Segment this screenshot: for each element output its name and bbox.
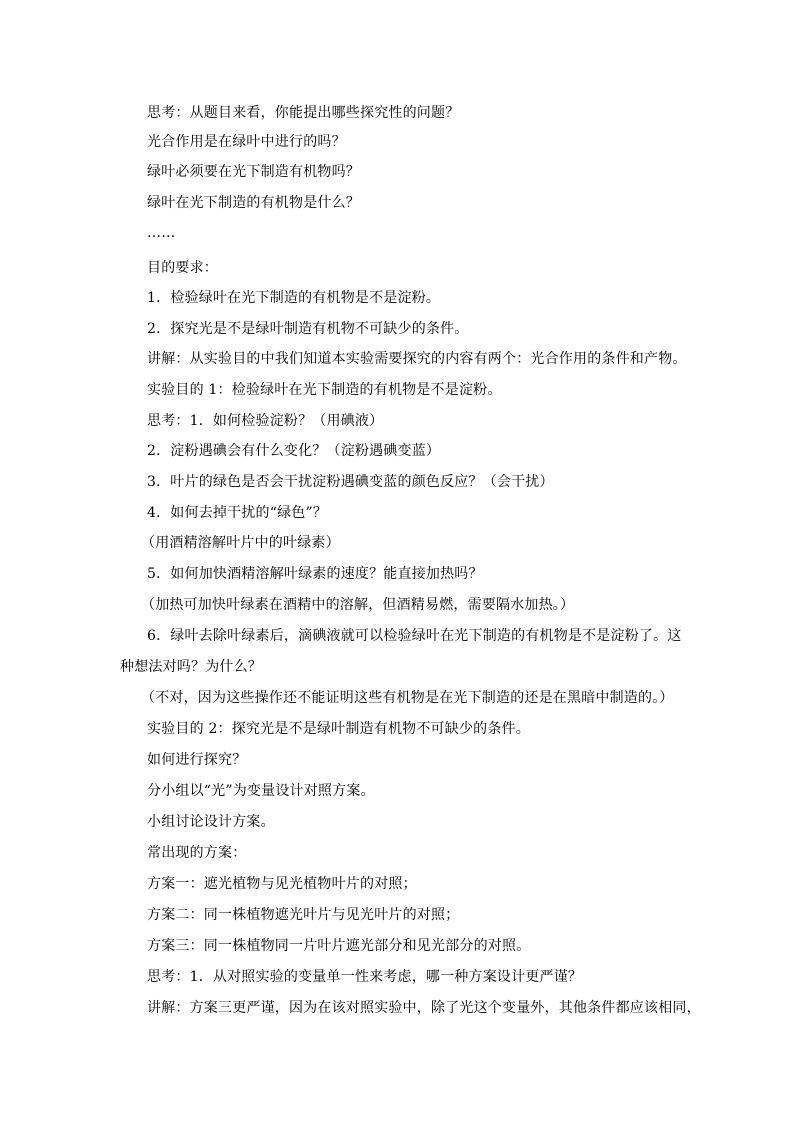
- think-item-6-continued: 种想法对吗？为什么？: [120, 659, 262, 675]
- answer-item-4: （用酒精溶解叶片中的叶绿素）: [141, 535, 340, 551]
- think-item-3: 3．叶片的绿色是否会干扰淀粉遇碘变蓝的颜色反应？（会干扰）: [147, 474, 554, 490]
- paragraph-explanation-1: 讲解：从实验目的中我们知道本实验需要探究的内容有两个：光合作用的条件和产物。: [147, 351, 687, 367]
- plan-item-2: 方案二：同一株植物遮光叶片与见光叶片的对照；: [147, 907, 460, 923]
- answer-item-6: （不对，因为这些操作还不能证明这些有机物是在光下制造的还是在黑暗中制造的。）: [141, 690, 674, 706]
- paragraph-ellipsis: ……: [147, 225, 176, 241]
- heading-common-plans: 常出现的方案：: [147, 845, 247, 861]
- think-item-5: 5．如何加快酒精溶解叶绿素的速度？能直接加热吗？: [147, 566, 483, 582]
- paragraph-experiment-goal-1: 实验目的 1：检验绿叶在光下制造的有机物是不是淀粉。: [147, 382, 502, 398]
- paragraph-question-3: 绿叶在光下制造的有机物是什么？: [147, 195, 360, 211]
- heading-objectives: 目的要求：: [147, 260, 218, 276]
- plan-item-1: 方案一：遮光植物与见光植物叶片的对照；: [147, 876, 417, 892]
- paragraph-question-1: 光合作用是在绿叶中进行的吗？: [147, 134, 346, 150]
- paragraph-group-design: 分小组以“光”为变量设计对照方案。: [147, 783, 375, 799]
- objective-item-2: 2．探究光是不是绿叶制造有机物不可缺少的条件。: [147, 321, 469, 337]
- paragraph-think-rigor: 思考：1．从对照实验的变量单一性来考虑，哪一种方案设计更严谨？: [147, 969, 583, 985]
- objective-item-1: 1．检验绿叶在光下制造的有机物是不是淀粉。: [147, 290, 441, 306]
- paragraph-experiment-goal-2: 实验目的 2：探究光是不是绿叶制造有机物不可缺少的条件。: [147, 721, 530, 737]
- paragraph-how-to-explore: 如何进行探究？: [147, 752, 247, 768]
- paragraph-think-question: 思考：从题目来看，你能提出哪些探究性的问题？: [147, 105, 460, 121]
- plan-item-3: 方案三：同一株植物同一片叶片遮光部分和见光部分的对照。: [147, 938, 531, 954]
- paragraph-group-discussion: 小组讨论设计方案。: [147, 814, 275, 830]
- think-item-2: 2．淀粉遇碘会有什么变化？（淀粉遇碘变蓝）: [147, 443, 441, 459]
- paragraph-question-2: 绿叶必须要在光下制造有机物吗？: [147, 164, 360, 180]
- think-item-4: 4．如何去掉干扰的“绿色”？: [147, 505, 328, 521]
- answer-item-5: （加热可加快叶绿素在酒精中的溶解，但酒精易燃，需要隔水加热。）: [141, 597, 575, 613]
- think-item-6: 6．绿叶去除叶绿素后，滴碘液就可以检验绿叶在光下制造的有机物是不是淀粉了。这: [147, 628, 682, 644]
- think-item-1: 思考：1．如何检验淀粉？（用碘液）: [147, 413, 384, 429]
- paragraph-explanation-2: 讲解：方案三更严谨，因为在该对照实验中，除了光这个变量外，其他条件都应该相同，: [147, 1000, 701, 1016]
